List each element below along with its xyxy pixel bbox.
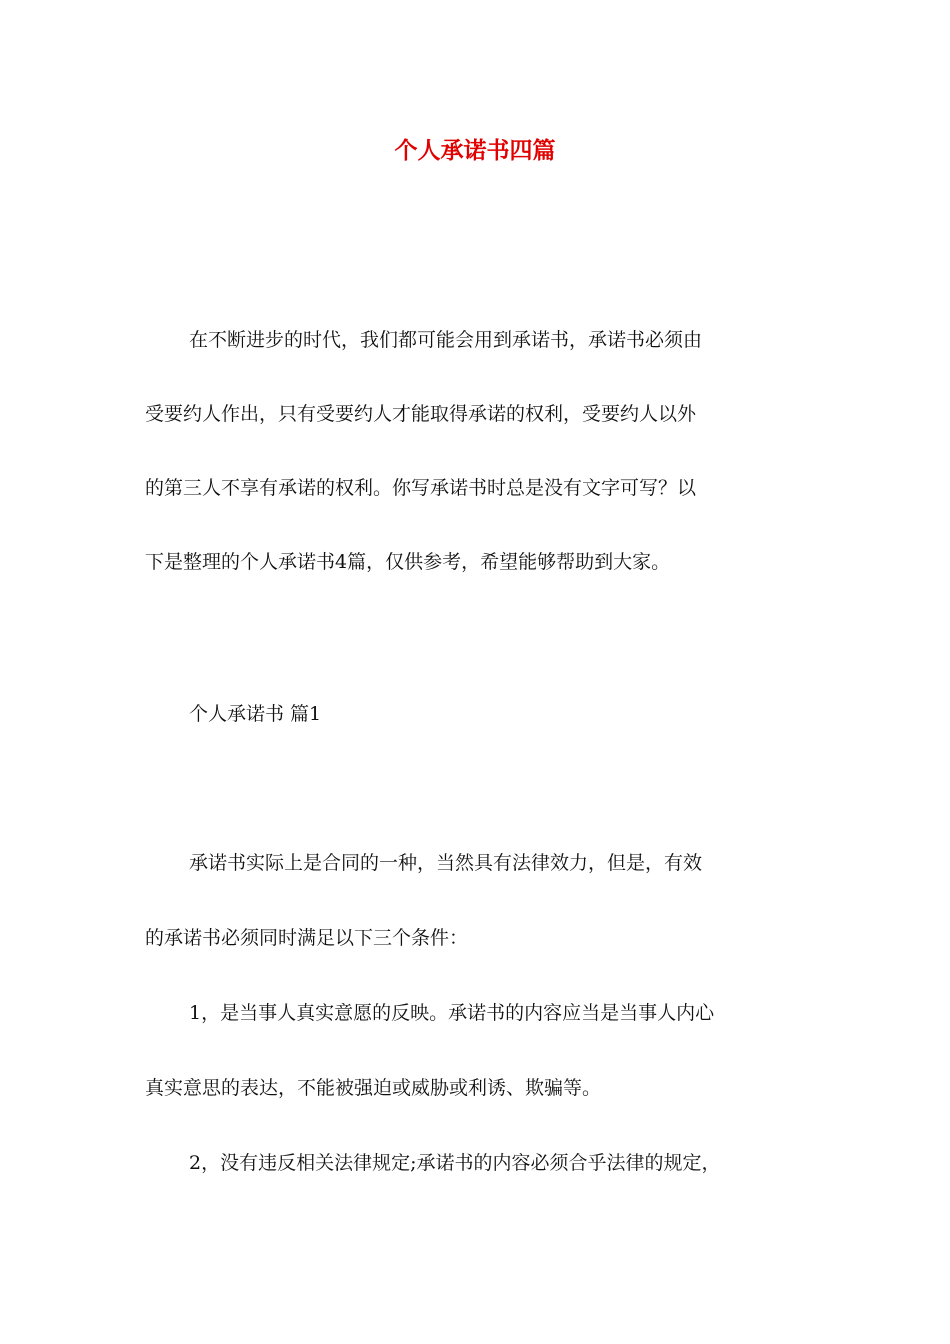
- paragraph-line: 下是整理的个人承诺书4篇，仅供参考，希望能够帮助到大家。: [145, 551, 671, 573]
- paragraph-line: 的承诺书必须同时满足以下三个条件：: [145, 927, 469, 949]
- paragraph-line: 承诺书实际上是合同的一种，当然具有法律效力，但是，有效: [189, 852, 703, 874]
- section-heading: 个人承诺书 篇1: [189, 703, 322, 725]
- paragraph-line: 在不断进步的时代，我们都可能会用到承诺书，承诺书必须由: [189, 329, 703, 351]
- paragraph-line: 真实意思的表达，不能被强迫或威胁或利诱、欺骗等。: [145, 1077, 602, 1099]
- paragraph-line: 1，是当事人真实意愿的反映。承诺书的内容应当是当事人内心: [189, 1002, 715, 1024]
- paragraph-line: 受要约人作出，只有受要约人才能取得承诺的权利，受要约人以外: [145, 403, 697, 425]
- paragraph-line: 的第三人不享有承诺的权利。你写承诺书时总是没有文字可写？以: [145, 477, 697, 499]
- paragraph-line: 2，没有违反相关法律规定;承诺书的内容必须合乎法律的规定，: [189, 1152, 721, 1174]
- document-title: 个人承诺书四篇: [394, 137, 556, 164]
